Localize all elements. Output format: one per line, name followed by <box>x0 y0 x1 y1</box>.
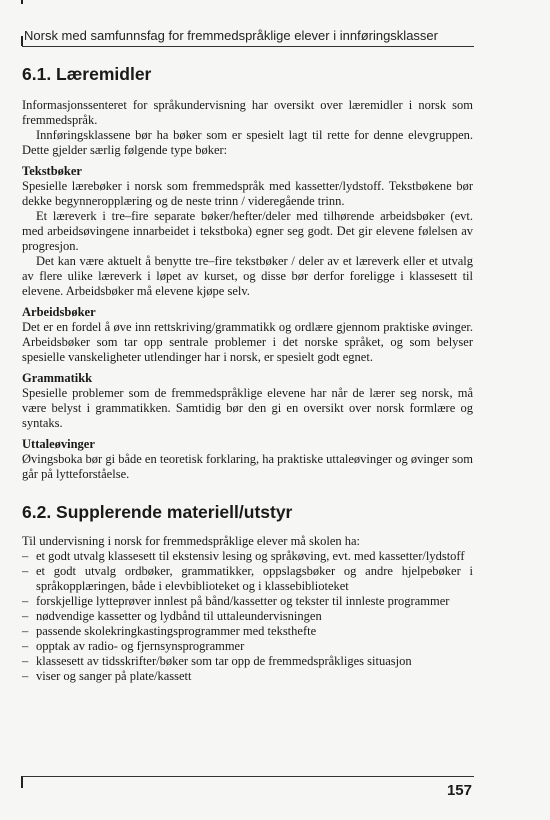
subheading-arbeidsboker: Arbeidsbøker <box>22 305 96 319</box>
list-item <box>22 654 473 669</box>
dash-marker: – <box>22 669 29 683</box>
paragraph: Det kan være aktuelt å benytte tre–fire tekstbøker / deler av et læreverk eller et utvalg av flere ulike læreverk i løpet av kurset, og disse bør derfor foreligge i klassesett til elevene. Arbeidsbøker må elevene kjøpe selv. <box>22 254 473 298</box>
footer-rule <box>22 776 474 777</box>
list-item-text: opptak av radio- og fjernsynsprogrammer <box>36 639 245 653</box>
subheading-uttaleovinger: Uttaleøvinger <box>22 437 95 451</box>
equipment-list <box>22 549 473 684</box>
dash-marker: – <box>22 609 29 623</box>
list-item <box>22 624 473 639</box>
paragraph: Øvingsboka bør gi både en teoretisk forklaring, ha praktiske uttaleøvinger og øvinger som går på lytteforståelse. <box>22 452 473 481</box>
dash-marker: – <box>22 639 29 653</box>
header-rule <box>22 46 474 47</box>
section-heading-supplerende: 6.2. Supplerende materiell/utstyr <box>22 502 293 522</box>
list-item-text: et godt utvalg klassesett til ekstensiv lesing og språkøving, evt. med kassetter/lydstoff <box>36 549 465 563</box>
list-item <box>22 594 473 609</box>
paragraph: Det er en fordel å øve inn rettskriving/grammatikk og ordlære gjennom praktiske øvinger. Arbeidsbøker som tar opp sentrale problemer i det norske språket, og som belyser spesielle vanskeligheter utlendinger har i norsk, er spesielt godt egnet. <box>22 320 473 364</box>
paragraph: Et læreverk i tre–fire separate bøker/hefter/deler med tilhørende arbeidsbøker (evt. med arbeidsøvingene innarbeidet i tekstboka) egner seg godt. Det gir elevene følelsen av progresjon. <box>22 209 473 253</box>
paragraph: Spesielle problemer som de fremmedspråklige elevene har når de lærer seg norsk, må være belyst i grammatikken. Samtidig bør den gi en oversikt over norsk formlære og syntaks. <box>22 386 473 430</box>
paragraph: Informasjonssenteret for språkundervisning har oversikt over læremidler i norsk som fremmedspråk. <box>22 98 473 127</box>
paragraph: Spesielle lærebøker i norsk som fremmedspråk med kassetter/lydstoff. Tekstbøkene bør dekke begynneropplæring og de neste trinn / videregående trinn. <box>22 179 473 208</box>
page-content <box>22 60 473 684</box>
subheading-tekstboker: Tekstbøker <box>22 164 82 178</box>
dash-marker: – <box>22 624 29 638</box>
list-item <box>22 669 473 684</box>
list-item <box>22 639 473 654</box>
list-item <box>22 549 473 564</box>
list-item-text: passende skolekringkastingsprogrammer med teksthefte <box>36 624 317 638</box>
list-item-text: klassesett av tidsskrifter/bøker som tar opp de fremmedspråkliges situasjon <box>36 654 412 668</box>
list-item <box>22 564 473 594</box>
section-heading-laeremidler: 6.1. Læremidler <box>22 64 152 84</box>
list-item-text: nødvendige kassetter og lydbånd til uttaleundervisningen <box>36 609 322 623</box>
list-item-text: et godt utvalg ordbøker, grammatikker, oppslagsbøker og andre hjelpebøker i språkopplæringen, både i elevbiblioteket og i klassebiblioteket <box>36 564 473 593</box>
paragraph: Innføringsklassene bør ha bøker som er spesielt lagt til rette for denne elevgruppen. Dette gjelder særlig følgende type bøker: <box>22 128 473 157</box>
margin-mark <box>21 36 23 46</box>
dash-marker: – <box>22 594 29 608</box>
dash-marker: – <box>22 549 29 563</box>
dash-marker: – <box>22 564 29 578</box>
list-item-text: viser og sanger på plate/kassett <box>36 669 192 683</box>
margin-mark <box>21 776 23 788</box>
running-header: Norsk med samfunnsfag for fremmedspråklige elever i innføringsklasser <box>24 28 438 43</box>
dash-marker: – <box>22 654 29 668</box>
paragraph: Til undervisning i norsk for fremmedspråklige elever må skolen ha: <box>22 534 361 548</box>
list-item-text: forskjellige lytteprøver innlest på bånd/kassetter og tekster til innleste programmer <box>36 594 450 608</box>
list-item <box>22 609 473 624</box>
subheading-grammatikk: Grammatikk <box>22 371 93 385</box>
page-number: 157 <box>446 782 472 799</box>
crop-mark <box>21 0 23 4</box>
